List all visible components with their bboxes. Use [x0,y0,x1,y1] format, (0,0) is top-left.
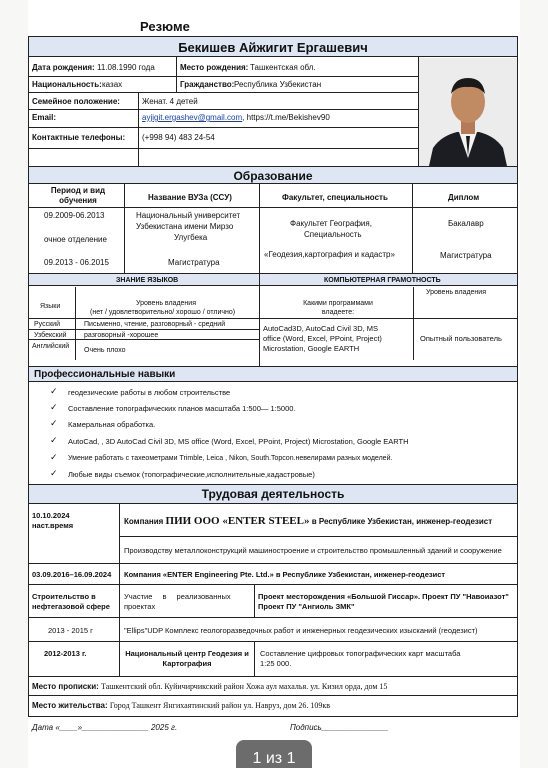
job2-participation-line-1: Участие в реализованных [124,592,231,601]
work-title: Трудовая деятельность [201,487,345,501]
job4-desc-line-1: Составление цифровых топографических карт масштаба [260,649,461,658]
job4-date: 2012-2013 г. [44,649,87,658]
phone-value: (+998 94) 483 24-54 [142,133,215,142]
citizenship-value: Республика Узбекистан [234,80,322,89]
programs-header-line-2: владеете: [321,309,355,316]
job2-projects-line-2: Проект ПУ "Ангиоль ЗМК" [258,602,355,611]
job1-company: Компания ПИИ ООО «ENTER STEEL» в Республике Узбекистан, инженер-геодезист [124,515,493,527]
check-icon: ✓ [50,435,58,445]
family-label: Семейное положение: [32,97,120,106]
lang-col-header: Языки [40,303,61,310]
edu-form: очное отделение [44,235,107,244]
col-period-header: Период и вид обучения [50,186,106,205]
check-icon: ✓ [50,468,58,478]
registration-row [32,682,387,692]
job1-date-end: наст.время [32,521,74,530]
edu-period-1: 09.2009-06.2013 [44,211,105,220]
skill-item-1: геодезические работы в любом строительстве [68,388,231,397]
job3-description: "Ellips"UDP Комплекс геологоразведочных работ и инженерных геодезических изысканий (геодезист) [124,626,478,635]
job4-desc-line-2: 1:25 000. [260,659,292,668]
diploma-2: Магистратура [440,251,492,260]
lang-row-1-level: Письменно, чтение, разговорный - средний [84,321,226,328]
birth-date-value: 11.08.1990 года [97,63,155,72]
job2-projects-line-1: Проект месторождения «Большой Гиссар». Проект ПУ "Навоиазот" [258,592,509,601]
page-indicator [236,740,312,768]
email-link[interactable]: ayjigit.ergashev@gmail.com [142,113,243,122]
signature-field: Подпись_______________ [290,723,389,732]
job2-date: 03.09.2016–16.09.2024 [32,570,112,579]
job2-area-line-1: Строительство в [32,592,96,601]
computer-level-value: Опытный пользователь [420,334,502,343]
birth-place-value: Ташкентская обл. [250,63,316,72]
phone-label: Контактные телефоны: [32,133,126,142]
programs-line-3: Microstation, Google EARTH [263,344,360,353]
skill-item-3: Камеральная обработка. [68,420,156,429]
family-value: Женат. 4 детей [142,97,198,106]
lang-row-2-level: разговорный -хорошее [84,332,159,339]
resume-page [28,0,520,768]
check-icon: ✓ [50,402,58,412]
residence-label: Место жительства: [32,701,108,710]
programs-line-1: AutoCad3D, AutoCad Civil 3D, MS [263,324,379,333]
job2-area-line-2: нефтегазовой сфере [32,602,110,611]
faculty-line-1: Факультет География, [290,219,372,228]
col-diploma-header: Диплом [448,193,480,202]
lang-row-3-level: Очень плохо [84,347,126,354]
residence-value: Город Ташкент Янгихаятинский район ул. Наврyз, дом 26. 109кв [109,701,331,710]
registration-value: Ташкентский обл. Куйичирчикский район Хожа аул махалья. ул. Кизил орда, дом 15 [101,682,388,691]
full-name: Бекишев Айжигит Ергашевич [178,40,368,55]
edu-period-2: 09.2013 - 06.2015 [44,258,109,267]
lang-row-2-name: Узбекский [34,332,67,339]
skill-item-6: Любые виды съемок (топографические,исполнительные,кадастровые) [68,470,315,479]
nationality-value: казах [102,80,123,89]
level-col-header: Уровень владения [136,300,196,307]
skills-title: Профессиональные навыки [34,369,176,380]
residence-row [32,701,330,711]
email-row [142,113,330,123]
job3-date: 2013 - 2015 г [48,626,93,635]
languages-title: ЗНАНИЕ ЯЗЫКОВ [116,277,179,284]
education-title: Образование [233,169,313,183]
computer-title: КОМПЬЮТЕРНАЯ ГРАМОТНОСТЬ [324,277,441,284]
lang-row-1-name: Русский [34,321,60,328]
date-field: Дата «____»_______________ 2025 г. [32,723,178,732]
faculty-line-3: «Геодезия,картография и кадастр» [264,250,395,259]
check-icon: ✓ [50,418,58,428]
col-university-header: Название ВУЗа (ССУ) [148,193,232,202]
job2-participation-line-2: проектах [124,602,156,611]
check-icon: ✓ [50,452,58,462]
birth-place-label: Место рождения: [180,63,249,72]
university-line-3: Улугбека [174,233,208,242]
col-faculty-header: Факультет, специальность [282,193,388,202]
registration-label: Место прописки: [32,682,99,691]
birth-date-label: Дата рождения: [32,63,95,72]
university-degree-2: Магистратура [168,258,220,267]
level-col-sub: (нет / удовлетворительно/ хорошо / отлично) [90,309,236,316]
job4-org-line-2: Картография [162,659,212,668]
email-label: Email: [32,113,57,122]
lang-row-3-name: Английский [32,343,70,350]
telegram-link[interactable]: , https://t.me/Bekishev90 [242,113,330,122]
university-line-1: Национальный университет [136,211,241,220]
job4-org-line-1: Национальный центр Геодезия и [125,649,249,658]
skill-item-2: Составление топографических планов масштаба 1:500— 1:5000. [68,404,296,413]
job2-company: Компания «ENTER Engineering Pte. Ltd.» в Республике Узбекистан, инженер-геодезист [124,570,446,579]
university-line-2: Узбекистана имени Мирзо [136,222,234,231]
skill-item-4: AutoCad, , 3D AutoCad Civil 3D, MS office (Word, Excel, PPoint, Project) Microstation, Google EARTH [68,437,409,446]
profile-photo [419,58,517,166]
programs-line-2: office (Word, Excel, PPoint, Project) [263,334,382,343]
job1-description: Производству металлоконструкций машиностроение и строительство промышленный зданий и сооружение [124,546,502,555]
citizenship-label: Гражданство: [180,80,235,89]
programs-header-line-1: Какими программами [303,300,373,307]
faculty-line-2: Специальность [304,230,362,239]
diploma-1: Бакалавр [448,219,484,228]
check-icon: ✓ [50,386,58,396]
page-indicator-text: 1 из 1 [252,750,296,767]
job1-date-start: 10.10.2024 [32,511,70,520]
nationality-label: Национальность: [32,80,102,89]
skill-item-5: Умение работать с тахеометрами Trimble, Leica , Nikon, South.Topcon.невелирами разных моделей. [68,455,393,462]
computer-level-header: Уровень владения [426,289,486,296]
resume-title: Резюме [140,19,190,34]
